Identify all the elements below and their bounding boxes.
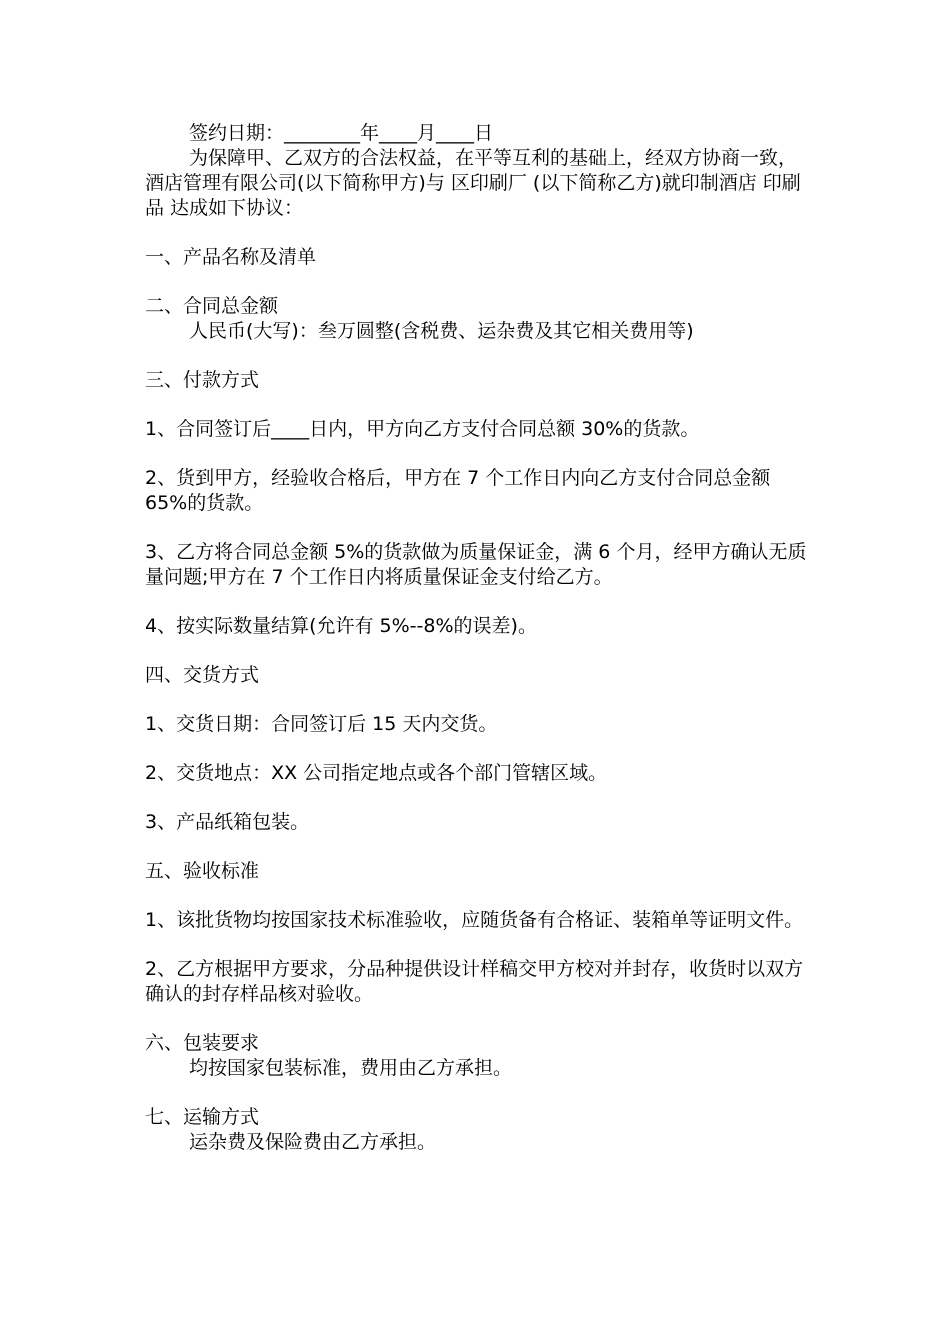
section-title-packaging: 六、包装要求 <box>145 1032 260 1054</box>
amount-text: 人民币(大写)：叁万圆整(含税费、运杂费及其它相关费用等) <box>189 320 694 342</box>
sign-date-line: 签约日期：________年____月____日 <box>189 122 494 144</box>
section-title-transport: 七、运输方式 <box>145 1106 260 1128</box>
section-title-products: 一、产品名称及清单 <box>145 246 317 268</box>
transport-text: 运杂费及保险费由乙方承担。 <box>189 1131 437 1153</box>
delivery-item: 3、产品纸箱包装。 <box>145 811 310 833</box>
section-title-payment: 三、付款方式 <box>145 369 260 391</box>
section-title-acceptance: 五、验收标准 <box>145 860 260 882</box>
contract-body <box>145 121 810 1155</box>
payment-item: 1、合同签订后____日内，甲方向乙方支付合同总额 30%的货款。 <box>145 418 700 440</box>
section-title-delivery: 四、交货方式 <box>145 664 260 686</box>
payment-item: 3、乙方将合同总金额 5%的货款做为质量保证金，满 6 个月，经甲方确认无质量问题;甲方在 7 个工作日内将质量保证金支付给乙方。 <box>145 541 807 588</box>
delivery-item: 1、交货日期：合同签订后 15 天内交货。 <box>145 713 498 735</box>
acceptance-item: 2、乙方根据甲方要求，分品种提供设计样稿交甲方校对并封存，收货时以双方确认的封存样品核对验收。 <box>145 958 804 1005</box>
payment-item: 2、货到甲方，经验收合格后，甲方在 7 个工作日内向乙方支付合同总金额 65%的货款。 <box>145 467 777 514</box>
acceptance-item: 1、该批货物均按国家技术标准验收，应随货备有合格证、装箱单等证明文件。 <box>145 909 804 931</box>
packaging-text: 均按国家包装标准，费用由乙方承担。 <box>189 1057 513 1079</box>
delivery-item: 2、交货地点：XX 公司指定地点或各个部门管辖区域。 <box>145 762 608 784</box>
section-title-amount: 二、合同总金额 <box>145 295 279 317</box>
intro-paragraph: 为保障甲、乙双方的合法权益，在平等互利的基础上，经双方协商一致，酒店管理有限公司(以下简称甲方)与 区印刷厂 (以下简称乙方)就印制酒店 印刷品 达成如下协议： <box>145 147 801 219</box>
payment-item: 4、按实际数量结算(允许有 5%--8%的误差)。 <box>145 615 537 637</box>
